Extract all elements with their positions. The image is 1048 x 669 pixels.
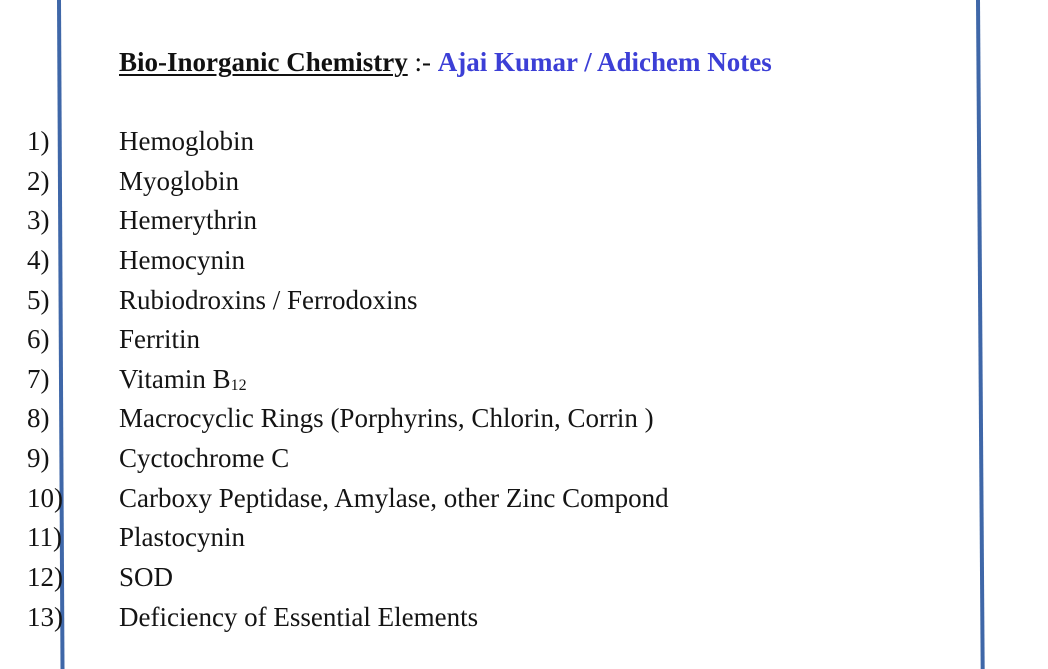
- list-item-subscript: 12: [230, 376, 247, 394]
- list-item-number: 8): [27, 403, 50, 434]
- list-item-label: Ferritin: [119, 324, 200, 355]
- list-item-text: [119, 122, 254, 162]
- list-item-label: Macrocyclic Rings (Porphyrins, Chlorin, Corrin ): [119, 403, 654, 434]
- author-credit: Ajai Kumar / Adichem Notes: [437, 47, 772, 77]
- list-item-label: Myoglobin: [119, 165, 240, 196]
- list-item-label: Hemoglobin: [119, 126, 254, 156]
- topic-list: [0, 122, 1000, 637]
- list-item-label: Carboxy Peptidase, Amylase, other Zinc Compond: [119, 482, 669, 513]
- list-item-text: [119, 320, 200, 360]
- list-item: [0, 399, 1000, 439]
- list-item-text: [119, 399, 654, 439]
- list-item-number: 13): [27, 601, 63, 632]
- title-separator: :-: [407, 47, 438, 77]
- list-item-label: SOD: [119, 562, 174, 593]
- list-item: [0, 360, 1000, 400]
- list-item-number: 10): [27, 482, 63, 513]
- list-item-label: Hemocynin: [119, 244, 245, 275]
- list-item: [0, 281, 1000, 321]
- list-item-label: Hemerythrin: [119, 205, 257, 236]
- list-item-number: 4): [27, 244, 50, 275]
- list-item-label: Cyctochrome C: [119, 443, 290, 474]
- subject-title: Bio-Inorganic Chemistry: [119, 47, 408, 77]
- list-item-number: 2): [27, 165, 50, 196]
- list-item-text: [119, 479, 669, 519]
- list-item-text: [119, 162, 239, 202]
- list-item: [0, 241, 1000, 281]
- list-item-text: [119, 201, 257, 241]
- list-item-number: 1): [27, 126, 50, 156]
- list-item: [0, 162, 1000, 202]
- list-item: [0, 558, 1000, 598]
- list-item-label: Deficiency of Essential Elements: [119, 601, 479, 632]
- list-item-text: [119, 518, 245, 558]
- list-item-number: 6): [27, 324, 50, 355]
- list-item-text: [119, 439, 289, 479]
- list-item: [0, 439, 1000, 479]
- list-item-text: [119, 281, 418, 321]
- list-item-number: 7): [27, 363, 50, 394]
- list-item-label: Vitamin B: [119, 363, 231, 394]
- list-item-label: Rubiodroxins / Ferrodoxins: [119, 284, 418, 315]
- list-item: [0, 122, 1000, 162]
- list-item-number: 11): [27, 522, 62, 553]
- list-item: [0, 518, 1000, 558]
- list-item-label: Plastocynin: [119, 522, 245, 553]
- list-item: [0, 201, 1000, 241]
- list-item: [0, 320, 1000, 360]
- list-item-text: [119, 558, 173, 598]
- list-item-text: [119, 598, 478, 638]
- list-item: [0, 598, 1000, 638]
- list-item: [0, 479, 1000, 519]
- page-title: [119, 44, 772, 80]
- list-item-number: 9): [27, 443, 50, 474]
- list-item-number: 3): [27, 205, 50, 236]
- list-item-text: [119, 241, 245, 281]
- list-item-number: 5): [27, 284, 50, 315]
- list-item-number: 12): [27, 562, 63, 593]
